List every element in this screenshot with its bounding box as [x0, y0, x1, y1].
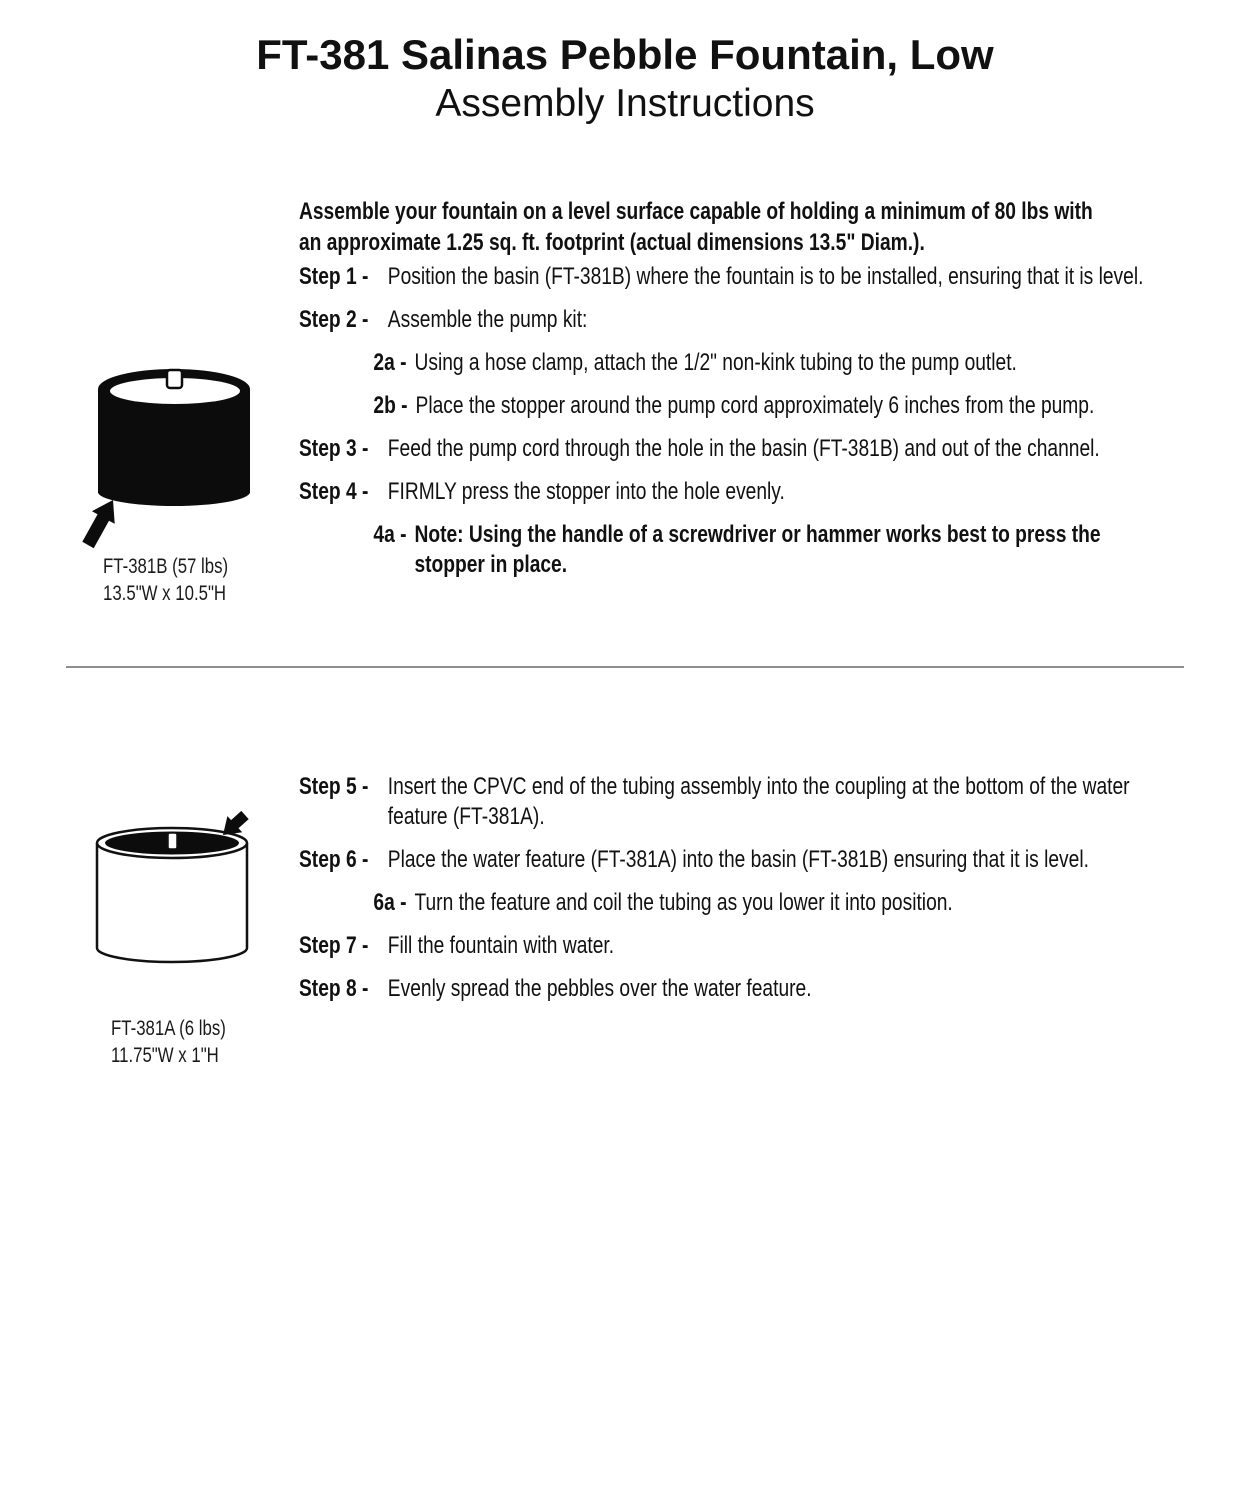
substep-row	[299, 391, 1219, 421]
substep-text	[414, 520, 1100, 580]
figure2-caption-line: FT-381A (6 lbs)	[111, 1017, 226, 1040]
step-row	[299, 772, 1219, 832]
substep-text: Place the stopper around the pump cord approximately 6 inches from the pump.	[415, 392, 1095, 419]
step-row	[299, 974, 1219, 1004]
substep-text: Using a hose clamp, attach the 1/2" non-kink tubing to the pump outlet.	[414, 349, 1017, 376]
substep-row	[299, 348, 1219, 378]
step-text: Assemble the pump kit:	[387, 306, 588, 333]
basin-illustration	[80, 362, 270, 562]
step-text	[388, 772, 1130, 832]
substep-text-line: stopper in place.	[414, 551, 568, 578]
steps-section-1	[299, 262, 1219, 593]
figure1-caption-line: FT-381B (57 lbs)	[103, 555, 229, 578]
step-row	[299, 477, 1219, 507]
basin-body	[98, 389, 250, 493]
arrow-down-left-icon	[223, 811, 249, 835]
substep-row	[299, 888, 1219, 918]
step-text: FIRMLY press the stopper into the hole evenly.	[387, 478, 785, 505]
step-row	[299, 305, 1219, 335]
page-title: FT-381 Salinas Pebble Fountain, Low	[256, 31, 994, 78]
step-text-line: Insert the CPVC end of the tubing assembly into the coupling at the bottom of the water	[387, 773, 1130, 800]
document-title	[0, 30, 1250, 128]
basin-bottom	[98, 478, 250, 506]
step-label: Step 3 -	[299, 435, 369, 462]
step-text: Place the water feature (FT-381A) into the basin (FT-381B) ensuring that it is level.	[387, 846, 1089, 873]
step-text: Position the basin (FT-381B) where the fountain is to be installed, ensuring that it is level.	[387, 263, 1144, 290]
intro-line: Assemble your fountain on a level surface capable of holding a minimum of 80 lbs with	[299, 198, 1093, 225]
figure1-caption-line: 13.5"W x 10.5"H	[103, 582, 227, 605]
step-label: Step 2 -	[299, 306, 369, 333]
step-text: Evenly spread the pebbles over the water feature.	[387, 975, 812, 1002]
step-row	[299, 845, 1219, 875]
basin-notch	[167, 370, 182, 388]
step-text: Fill the fountain with water.	[387, 932, 615, 959]
arrow-up-right-icon	[82, 500, 114, 548]
step-label: Step 7 -	[299, 932, 369, 959]
step-row	[299, 262, 1219, 292]
steps-section-2	[299, 772, 1219, 1017]
water-feature-illustration	[80, 798, 270, 983]
step-label: Step 4 -	[299, 478, 369, 505]
substep-text-line: Note: Using the handle of a screwdriver or hammer works best to press the	[414, 521, 1101, 548]
figure1-caption	[103, 553, 228, 607]
intro-line: an approximate 1.25 sq. ft. footprint (actual dimensions 13.5" Diam.).	[299, 229, 925, 256]
step-text-line: feature (FT-381A).	[387, 803, 545, 830]
substep-label: 2b -	[373, 392, 408, 419]
figure2-caption-line: 11.75"W x 1"H	[111, 1044, 219, 1067]
substep-label: 2a -	[373, 349, 407, 376]
section-divider	[66, 666, 1184, 668]
substep-text: Turn the feature and coil the tubing as you lower it into position.	[414, 889, 953, 916]
substep-row-note	[299, 520, 1219, 580]
figure2-caption	[111, 1015, 226, 1069]
step-label: Step 8 -	[299, 975, 369, 1002]
substep-label: 6a -	[373, 889, 407, 916]
page-subtitle: Assembly Instructions	[435, 82, 815, 125]
step-text: Feed the pump cord through the hole in the basin (FT-381B) and out of the channel.	[387, 435, 1100, 462]
intro-paragraph	[299, 196, 1211, 258]
step-row	[299, 931, 1219, 961]
feature-body	[97, 843, 247, 962]
substep-label: 4a -	[373, 521, 407, 548]
step-label: Step 6 -	[299, 846, 369, 873]
step-label: Step 1 -	[299, 263, 369, 290]
feature-notch	[168, 833, 177, 849]
step-row	[299, 434, 1219, 464]
step-label: Step 5 -	[299, 773, 369, 800]
